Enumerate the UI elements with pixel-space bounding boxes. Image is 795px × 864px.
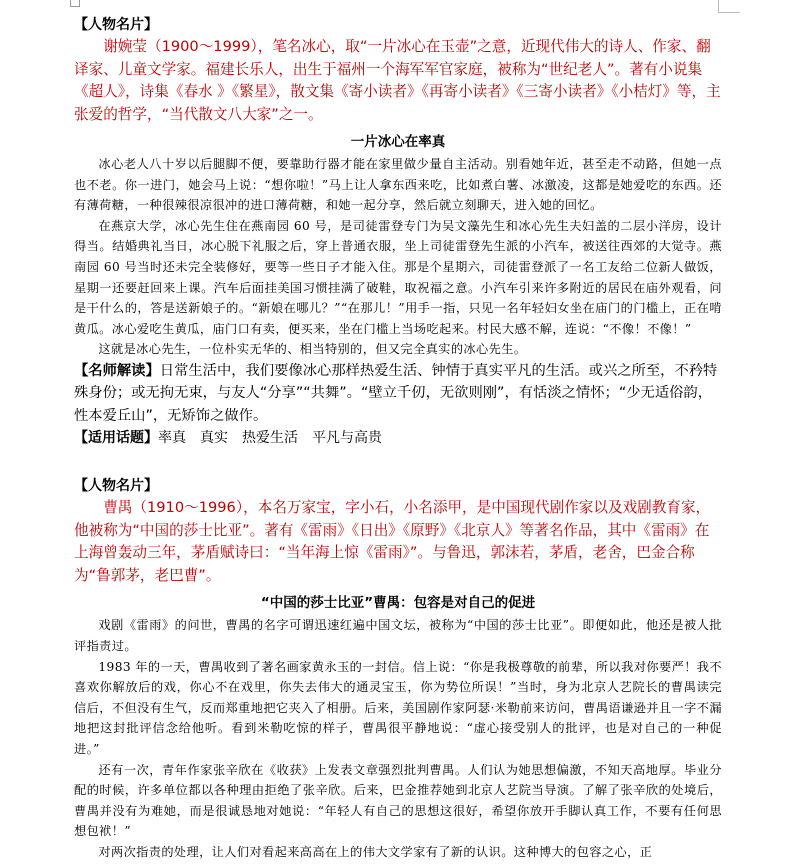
section-heading: 【人物名片】 bbox=[74, 478, 158, 495]
story-title: “中国的莎士比亚”曹禺：包容是对自己的促进 bbox=[260, 595, 536, 612]
margin-mark bbox=[718, 0, 719, 12]
story-paragraph: 1983 年的一天，曹禺收到了著名画家黄永玉的一封信。信上说：“你是我极尊敬的前辈，所以我对你要严！我不喜欢你解放后的戏，你心不在戏里，你失去伟大的通灵宝玉，你为势位所误！”当时，身为北京人艺院长的曹禺读完信后，不但没有生气，反而郑重地把它夹入了相册。后来，美国剧作家阿瑟·米勒前来访问，曹禺语谦逊并且一字不漏地把这封批评信念给他听。看到米勒吃惊的样子，曹禺很平静地说：“虚心接受别人的批评，也是对自己的一种促进。” bbox=[74, 659, 722, 756]
margin-mark bbox=[718, 12, 740, 13]
document-body bbox=[74, 14, 722, 863]
topics-label: 【适用话题】 bbox=[74, 430, 158, 447]
topic-item: 率真 bbox=[158, 430, 186, 447]
story-paragraph: 冰心老人八十岁以后腿脚不便，要靠助行器才能在家里做少量自主活动。别看她年近，甚至走不动路，但她一点也不老。你一进门，她会马上说：“想你啦！”马上让人拿东西来吃，比如煮白薯、冰激凌，这都是她爱吃的东西。还有薄荷糖，一种很辣很凉很冲的进口薄荷糖，和她一起分享，然后就立刻聊天，进入她的回忆。 bbox=[74, 157, 722, 213]
section-heading: 【人物名片】 bbox=[74, 17, 158, 33]
comment-text: 日常生活中，我们要像冰心那样热爱生活、钟情于真实平凡的生活。或兴之所至，不矜特殊身份；或无拘无束，与友人“分享”“共舞”。“壁立千仞，无欲则刚”，有恬淡之情怀；“少无适俗韵，性本爱丘山”，无矫饰之做作。 bbox=[74, 362, 718, 424]
applicable-topics bbox=[74, 427, 722, 449]
topic-item: 平凡与高贵 bbox=[312, 430, 382, 447]
topic-item: 真实 bbox=[200, 430, 228, 447]
teacher-comment bbox=[74, 360, 722, 428]
story-body bbox=[74, 154, 722, 360]
person-intro: 曹禺（1910～1996），本名万家宝，字小石，小名添甲，是中国现代剧作家以及戏剧教育家，他被称为“中国的莎士比亚”。著有《雷雨》《日出》《原野》《北京人》等著名作品，其中《雷雨》在上海曾轰动三年，茅盾赋诗曰：“当年海上惊《雷雨》”。与鲁迅，郭沫若，茅盾，老舍，巴金合称为“鲁郭茅，老巴曹”。 bbox=[74, 499, 711, 584]
story-paragraph: 戏剧《雷雨》的问世，曹禺的名字可谓迅速红遍中国文坛，被称为“中国的莎士比亚”。即便如此，他还是被人批评指责过。 bbox=[74, 618, 722, 654]
person-intro: 谢婉莹（1900～1999），笔名冰心，取“一片冰心在玉壶”之意，近现代伟大的诗人、作家、翻译家、儿童文学家。福建长乐人，出生于福州一个海军军官家庭，被称为“世纪老人”。著有小说集《超人》，诗集《春水 》《繁星》，散文集《寄小读者》《再寄小读者》《三寄小读者》《小桔灯》等，主张爱的哲学，“当代散文八大家”之一。 bbox=[74, 38, 721, 123]
topic-item: 热爱生活 bbox=[242, 430, 298, 447]
story-body bbox=[74, 615, 722, 862]
story-paragraph: 这就是冰心先生，一位朴实无华的、相当特别的，但又完全真实的冰心先生。 bbox=[98, 342, 527, 357]
story-title: 一片冰心在率真 bbox=[350, 134, 446, 150]
comment-label: 【名师解读】 bbox=[74, 362, 160, 379]
story-paragraph: 在燕京大学，冰心先生住在燕南园 60 号，是司徒雷登专门为吴文藻先生和冰心先生夫妇盖的二层小洋房，设计得当。结婚典礼当日，冰心脱下礼服之后，穿上普通衣服，坐上司徒雷登先生派的小汽车，被送往西郊的大觉寺。燕南园 60 号当时还未完全装修好，要等一些日子才能入住。那是个星期六，司徒雷登派了一名工友给二位新人做饭，星期一还要赶回来上课。汽车后面挂美国习惯挂满了破鞋，取祝福之意。小汽车引来许多附近的居民在庙外观看，问是干什么的，答是送新娘子的。“新娘在哪儿？”“在那儿！”用手一指，只见一名年轻妇女坐在庙门的门槛上，正在啃黄瓜。冰心爱吃生黄瓜，庙门口有卖，便买来，坐在门槛上当场吃起来。村民大感不解，连说：“不像！不像！” bbox=[74, 218, 722, 336]
story-paragraph: 对两次指责的处理，让人们对看起来高高在上的伟大文学家有了新的认识。这种博大的包容之心，正 bbox=[98, 844, 653, 859]
corner-crop-mark bbox=[70, 0, 80, 7]
story-paragraph: 还有一次，青年作家张辛欣在《收获》上发表文章强烈批判曹禺。人们认为她思想偏激，不知天高地厚。毕业分配的时候，许多单位都以各种理由拒绝了张辛欣。后来，巴金推荐她到北京人艺院当导演。了解了张辛欣的处境后，曹禺并没有为难她，而是很诚恳地对她说：“年轻人有自己的思想这很好，希望你放开手脚认真工作，不要有任何思想包袱！” bbox=[74, 762, 722, 839]
